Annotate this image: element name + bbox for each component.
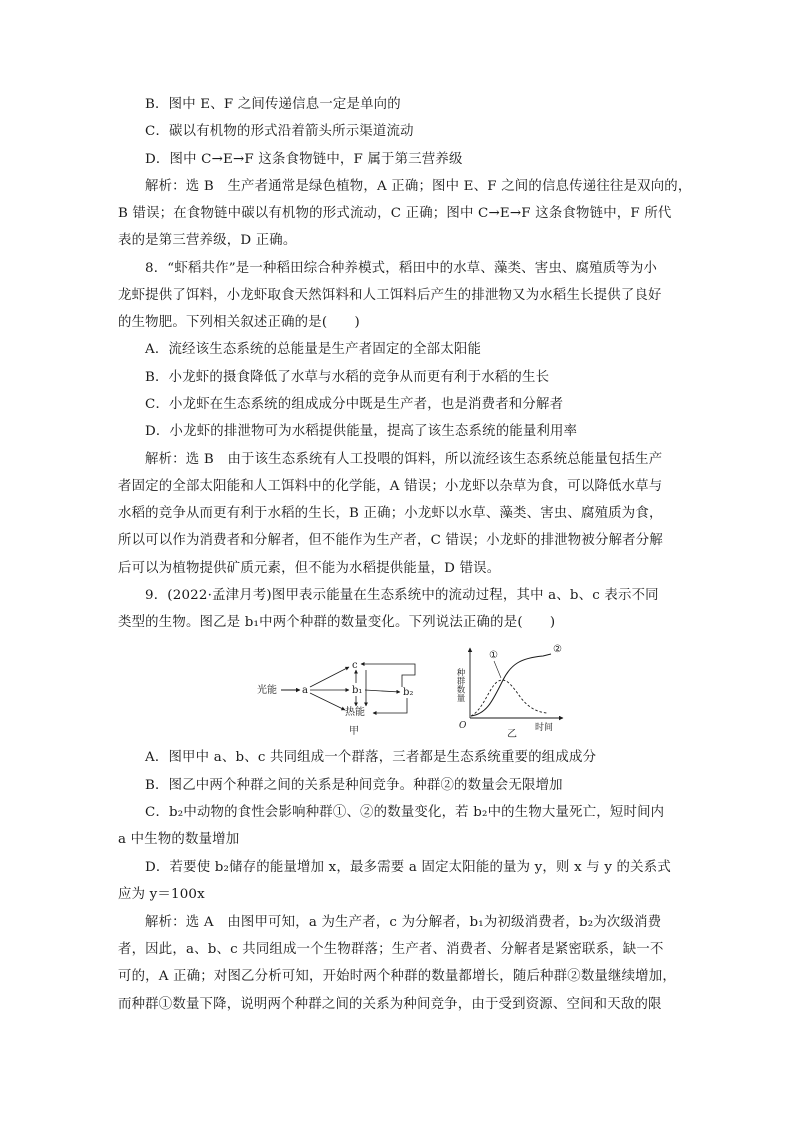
curve-2-label: ② bbox=[553, 644, 562, 655]
option-c-q9-line1: C．b₂中动物的食性会影响种群①、②的数量变化，若 b₂中的生物大量死亡，短时间内 bbox=[145, 805, 665, 820]
question-8-line3: 的生物肥。下列相关叙述正确的是( ) bbox=[118, 315, 360, 330]
option-a-q8: A．流经该生态系统的总能量是生产者固定的全部太阳能 bbox=[145, 342, 482, 357]
arrow-a-to-heat bbox=[310, 693, 345, 710]
caption-jia: 甲 bbox=[349, 726, 359, 737]
arrow-a-to-c bbox=[310, 667, 349, 687]
option-d-q9-line1: D．若要使 b₂储存的能量增加 x，最多需要 a 固定太阳能的量为 y，则 x 与 y 的关系式 bbox=[145, 860, 671, 875]
question-8-line2: 龙虾提供了饵料，小龙虾取食天然饵料和人工饵料后产生的排泄物又为水稻生长提供了良好 bbox=[118, 288, 662, 303]
analysis-q9-line1: 解析：选 A 由图甲可知，a 为生产者，c 为分解者，b₁为初级消费者，b₂为次级消费 bbox=[145, 915, 662, 930]
option-c-q8: C．小龙虾在生态系统的组成成分中既是生产者，也是消费者和分解者 bbox=[145, 397, 564, 412]
arrow-b2-to-heat bbox=[373, 698, 407, 713]
analysis-q8-line2: 者固定的全部太阳能和人工饵料中的化学能，A 错误；小龙虾以杂草为食，可以降低水草与 bbox=[118, 479, 663, 494]
analysis-q8-line4: 所以可以作为消费者和分解者，但不能作为生产者，C 错误；小龙虾的排泄物被分解者分解 bbox=[118, 533, 663, 548]
light-energy-label: 光能 bbox=[257, 685, 277, 696]
option-b-q9: B．图乙中两个种群之间的关系是种间竞争。种群②的数量会无限增加 bbox=[145, 778, 563, 793]
analysis-q8-line1: 解析：选 B 由于该生态系统有人工投喂的饵料，所以流经该生态系统总能量包括生产 bbox=[145, 452, 663, 467]
option-d-q7: D．图中 C→E→F 这条食物链中，F 属于第三营养级 bbox=[145, 152, 463, 167]
option-c-q7: C．碳以有机物的形式沿着箭头所示渠道流动 bbox=[145, 124, 414, 139]
analysis-q8-line5: 后可以为植物提供矿质元素，但不能为水稻提供能量，D 错误。 bbox=[118, 561, 501, 576]
option-d-q9-line2: 应为 y＝100x bbox=[118, 887, 205, 902]
analysis-q9-line4: 而种群①数量下降，说明两个种群之间的关系为种间竞争，由于受到资源、空间和天敌的限 bbox=[118, 997, 662, 1012]
curve-1-label: ① bbox=[489, 650, 498, 661]
question-9-line2: 类型的生物。图乙是 b₁中两个种群的数量变化。下列说法正确的是( ) bbox=[118, 615, 556, 630]
node-c: c bbox=[352, 660, 358, 671]
diagram-jia bbox=[257, 660, 415, 737]
arrow-b1-to-b2 bbox=[365, 690, 400, 692]
question-8-line1: 8．“虾稻共作”是一种稻田综合种养模式，稻田中的水草、藻类、害虫、腐殖质等为小 bbox=[145, 261, 658, 276]
curve-species-1 bbox=[471, 680, 547, 716]
option-c-q9-line2: a 中生物的数量增加 bbox=[118, 832, 240, 847]
analysis-q9-line2: 者，因此，a、b、c 共同组成一个生物群落；生产者、消费者、分解者是紧密联系，缺一不 bbox=[118, 942, 664, 957]
origin-label: O bbox=[459, 721, 467, 731]
caption-yi: 乙 bbox=[507, 729, 517, 740]
graph-yi bbox=[455, 644, 563, 740]
question-9-line1: 9．(2022·孟津月考)图甲表示能量在生态系统中的流动过程，其中 a、b、c 表示不同 bbox=[145, 588, 659, 603]
node-b1: b₁ bbox=[352, 685, 363, 696]
label-line-1 bbox=[494, 661, 501, 678]
y-axis-label: 种群数量 bbox=[455, 668, 465, 702]
option-b-q8: B．小龙虾的摄食降低了水草与水稻的竞争从而更有利于水稻的生长 bbox=[145, 370, 550, 385]
option-b-q7: B．图中 E、F 之间传递信息一定是单向的 bbox=[145, 97, 401, 112]
node-b2: b₂ bbox=[403, 687, 414, 698]
node-a: a bbox=[302, 685, 308, 696]
analysis-q9-line3: 可的，A 正确；对图乙分析可知，开始时两个种群的数量都增长，随后种群②数量继续增加， bbox=[118, 969, 676, 984]
x-axis-label: 时间 bbox=[535, 723, 554, 733]
energy-flow-figure bbox=[255, 640, 585, 740]
option-d-q8: D．小龙虾的排泄物可为水稻提供能量，提高了该生态系统的能量利用率 bbox=[145, 424, 578, 439]
arrow-b2-to-c bbox=[361, 664, 415, 687]
analysis-q7-line1: 解析：选 B 生产者通常是绿色植物，A 正确；图中 E、F 之间的信息传递往往是双向的， bbox=[145, 179, 692, 194]
option-a-q9: A．图甲中 a、b、c 共同组成一个群落，三者都是生态系统重要的组成成分 bbox=[145, 750, 597, 765]
analysis-q7-line3: 表的是第三营养级，D 正确。 bbox=[118, 233, 297, 248]
analysis-q8-line3: 水稻的竞争从而更有利于水稻的生长，B 正确；小龙虾以水草、藻类、害虫、腐殖质为食， bbox=[118, 506, 663, 521]
analysis-q7-line2: B 错误；在食物链中碳以有机物的形式流动，C 正确；图中 C→E→F 这条食物链中，F 所代 bbox=[118, 206, 672, 221]
node-heat: 热能 bbox=[345, 707, 365, 718]
